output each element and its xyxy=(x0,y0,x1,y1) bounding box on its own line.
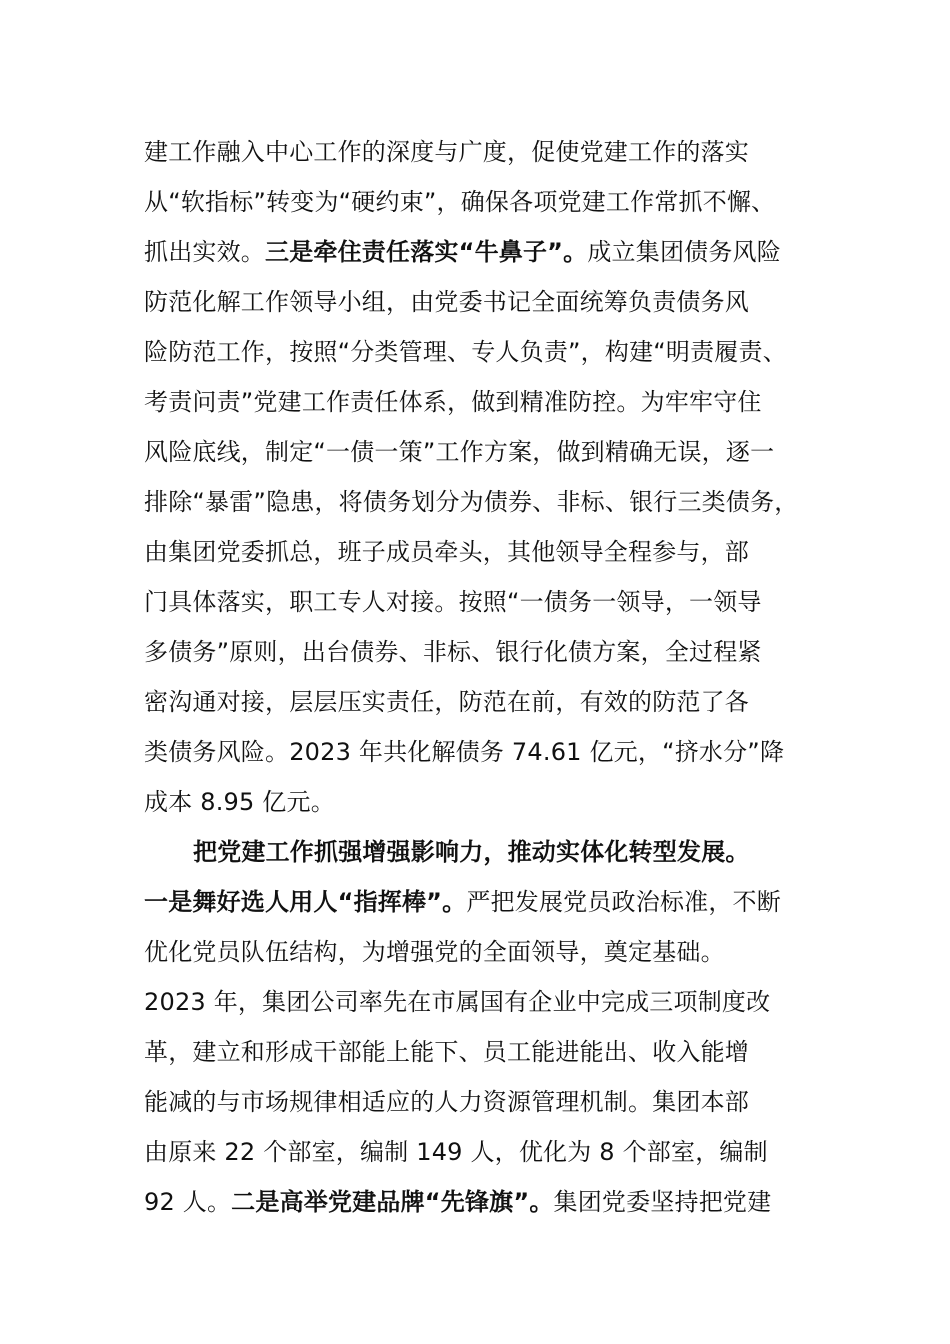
text-segment: 成立集团债务风险 xyxy=(587,238,781,266)
text-line xyxy=(144,1084,844,1120)
text-line xyxy=(144,234,844,270)
text-line xyxy=(144,284,844,320)
text-segment: 2023 年，集团公司率先在市属国有企业中完成三项制度改 xyxy=(144,988,771,1016)
text-segment: 险防范工作，按照“分类管理、专人负责”，构建“明责履责、 xyxy=(144,338,787,366)
text-line xyxy=(144,734,844,770)
bold-heading-segment: 三是牵住责任落实“牛鼻子”。 xyxy=(265,238,588,266)
section-heading-line xyxy=(193,834,893,870)
bold-heading-segment: 二是高举党建品牌“先锋旗”。 xyxy=(231,1188,554,1216)
text-line xyxy=(144,984,844,1020)
text-line xyxy=(144,684,844,720)
text-segment: 类债务风险。2023 年共化解债务 74.61 亿元，“挤水分”降 xyxy=(144,738,785,766)
text-line xyxy=(144,1034,844,1070)
text-line xyxy=(144,334,844,370)
text-segment: 集团党委坚持把党建 xyxy=(553,1188,772,1216)
text-segment: 革，建立和形成干部能上能下、员工能进能出、收入能增 xyxy=(144,1038,749,1066)
text-segment: 考责问责”党建工作责任体系，做到精准防控。为牢牢守住 xyxy=(144,388,762,416)
text-segment: 建工作融入中心工作的深度与广度，促使党建工作的落实 xyxy=(144,138,749,166)
text-segment: 抓出实效。 xyxy=(144,238,265,266)
bold-heading-segment: 一是舞好选人用人“指挥棒”。 xyxy=(144,888,467,916)
text-segment: 由集团党委抓总，班子成员牵头，其他领导全程参与，部 xyxy=(144,538,749,566)
text-segment: 成本 8.95 亿元。 xyxy=(144,788,335,816)
bold-heading-segment: 把党建工作抓强增强影响力，推动实体化转型发展。 xyxy=(193,838,750,866)
text-segment: 严把发展党员政治标准，不断 xyxy=(466,888,781,916)
text-segment: 门具体落实，职工专人对接。按照“一债务一领导，一领导 xyxy=(144,588,762,616)
text-segment: 92 人。 xyxy=(144,1188,232,1216)
text-line xyxy=(144,184,844,220)
text-segment: 优化党员队伍结构，为增强党的全面领导，奠定基础。 xyxy=(144,938,725,966)
text-line xyxy=(144,934,844,970)
text-segment: 从“软指标”转变为“硬约束”，确保各项党建工作常抓不懈、 xyxy=(144,188,776,216)
text-segment: 多债务”原则，出台债券、非标、银行化债方案，全过程紧 xyxy=(144,638,762,666)
text-line xyxy=(144,1134,844,1170)
text-segment: 能减的与市场规律相适应的人力资源管理机制。集团本部 xyxy=(144,1088,749,1116)
text-line xyxy=(144,484,844,520)
text-line xyxy=(144,384,844,420)
text-line xyxy=(144,584,844,620)
text-segment: 密沟通对接，层层压实责任，防范在前，有效的防范了各 xyxy=(144,688,749,716)
text-segment: 防范化解工作领导小组，由党委书记全面统筹负责债务风 xyxy=(144,288,749,316)
text-line xyxy=(144,634,844,670)
text-segment: 排除“暴雷”隐患，将债务划分为债券、非标、银行三类债务， xyxy=(144,488,799,516)
text-line xyxy=(144,434,844,470)
text-line xyxy=(144,1184,844,1220)
text-line xyxy=(144,534,844,570)
text-segment: 由原来 22 个部室，编制 149 人，优化为 8 个部室，编制 xyxy=(144,1138,768,1166)
text-line xyxy=(144,134,844,170)
text-line xyxy=(144,784,844,820)
text-segment: 风险底线，制定“一债一策”工作方案，做到精确无误，逐一 xyxy=(144,438,775,466)
text-line xyxy=(144,884,844,920)
